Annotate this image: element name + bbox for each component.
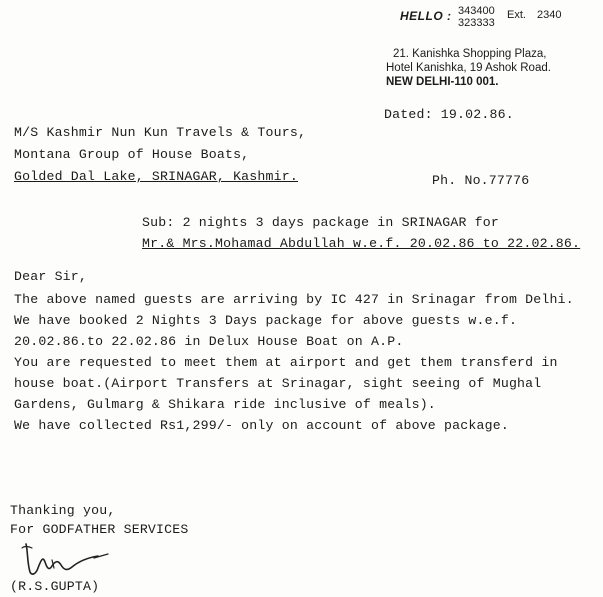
phone-number-1: 343400 xyxy=(458,5,495,17)
addressee-line-3: Golded Dal Lake, SRINAGAR, Kashmir. xyxy=(14,169,298,184)
addressee-phone: Ph. No.77776 xyxy=(432,173,530,188)
body-line: 20.02.86.to 22.02.86 in Delux House Boat on A.P. xyxy=(14,334,404,349)
salutation: Dear Sir, xyxy=(14,269,88,284)
addressee-line-1: M/S Kashmir Nun Kun Travels & Tours, xyxy=(14,125,307,140)
closing-company: For GODFATHER SERVICES xyxy=(10,522,189,537)
letterhead-address-line-1: 21. Kanishka Shopping Plaza, xyxy=(393,48,547,60)
body-line: We have booked 2 Nights 3 Days package for above guests w.e.f. xyxy=(14,313,518,328)
body-line: The above named guests are arriving by IC 427 in Srinagar from Delhi. xyxy=(14,292,574,307)
extension-label: Ext. xyxy=(507,9,526,21)
body-line: Gardens, Gulmarg & Shikara ride inclusive of meals). xyxy=(14,397,436,412)
letterhead-address-line-3: NEW DELHI-110 001. xyxy=(386,76,499,88)
extension-number: 2340 xyxy=(537,9,562,21)
date-line: Dated: 19.02.86. xyxy=(384,107,514,122)
phone-number-2: 323333 xyxy=(458,17,495,29)
closing-thanks: Thanking you, xyxy=(10,503,116,518)
body-line: We have collected Rs1,299/- only on account of above package. xyxy=(14,418,509,433)
body-line: You are requested to meet them at airport and get them transferd in xyxy=(14,355,558,370)
signatory-name: (R.S.GUPTA) xyxy=(10,579,100,594)
handwritten-signature xyxy=(12,538,122,580)
letterhead-address-line-2: Hotel Kanishka, 19 Ashok Road. xyxy=(386,62,551,74)
subject-line-1: Sub: 2 nights 3 days package in SRINAGAR for xyxy=(142,215,500,230)
subject-line-2: Mr.& Mrs.Mohamad Abdullah w.e.f. 20.02.86 to 22.02.86. xyxy=(142,236,581,251)
addressee-line-2: Montana Group of House Boats, xyxy=(14,147,250,162)
body-line: house boat.(Airport Transfers at Srinagar, sight seeing of Mughal xyxy=(14,376,542,391)
hello-label: HELLO : xyxy=(400,9,452,23)
